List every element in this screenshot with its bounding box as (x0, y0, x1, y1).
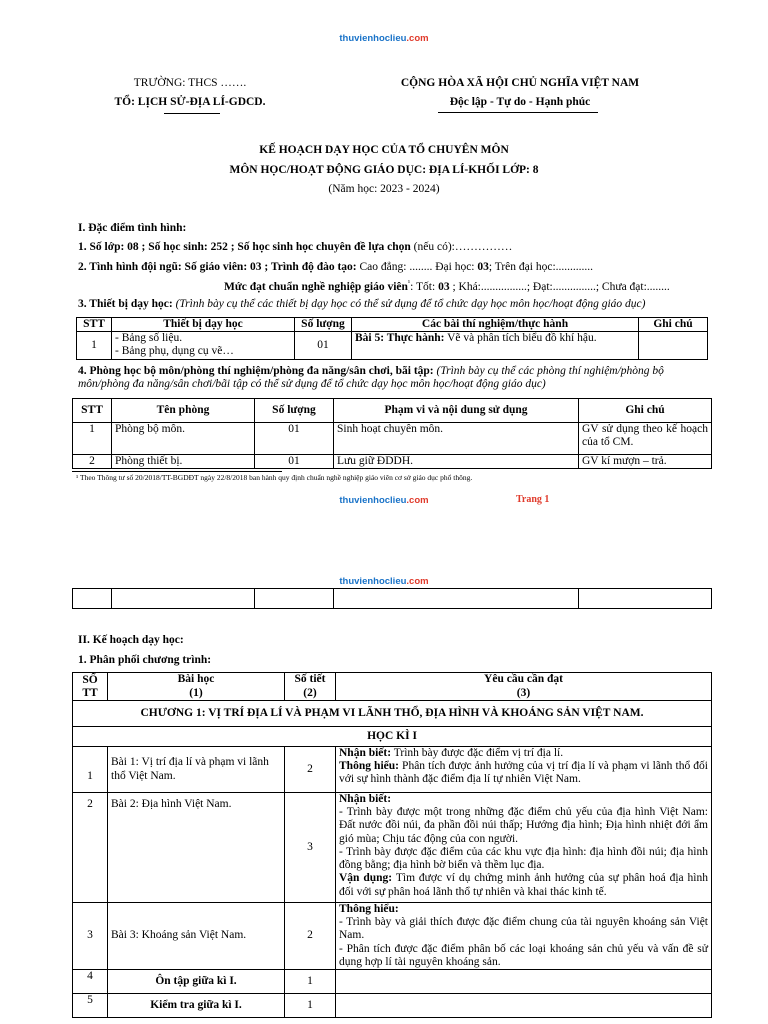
chapter-title: CHƯƠNG 1: VỊ TRÍ ĐỊA LÍ VÀ PHẠM VI LÃNH THỔ, ĐỊA HÌNH VÀ KHOÁNG SẢN VIỆT NAM. (73, 701, 712, 727)
section-2-1-heading: 1. Phân phối chương trình: (78, 654, 212, 666)
cell-room: Phòng bộ môn. (112, 423, 255, 455)
staff-stats: 2. Tình hình đội ngũ: Số giáo viên: 03 ; Trình độ đào tạo: (78, 261, 357, 273)
cell-stt: 2 (73, 793, 108, 903)
cell-lesson: Kiểm tra giữa kì I. (108, 994, 285, 1018)
school-name: TRƯỜNG: THCS ……. (133, 77, 247, 89)
table-row (73, 747, 712, 793)
requirement-text: - Trình bày được một trong những đặc điểm chủ yếu của địa hình Việt Nam: Đất nước đồi núi, đa phần đồi núi thấp; Hướng địa hình; Địa hình nhiệt đới ẩm gió mùa; Chịu tác động của con người. (339, 806, 708, 845)
page-number: Trang 1 (516, 494, 550, 505)
col-labs: Các bài thí nghiệm/thực hành (352, 318, 639, 332)
cell-qty: 01 (255, 455, 334, 469)
equipment-label: 3. Thiết bị dạy học: (78, 298, 173, 310)
col-room: Tên phòng (112, 399, 255, 423)
table-row (73, 423, 712, 455)
requirement-text: - Phân tích được đặc điểm phân bố các loại khoáng sản chủ yếu và vấn đề sử dụng hợp lí tài nguyên khoáng sản. (339, 942, 708, 968)
col-stt: SỐ TT (73, 673, 108, 701)
term-row (73, 727, 712, 747)
requirement-text: Phân tích được ảnh hưởng của vị trí địa lí và phạm vi lãnh thổ đối với sự hình thành đặc điểm địa lí tự nhiên Việt Nam. (339, 760, 708, 786)
col-note: Ghi chú (639, 318, 708, 332)
cell-lesson: Ôn tập giữa kì I. (108, 970, 285, 994)
cell-requirements (336, 994, 712, 1018)
cell-lesson: Bài 3: Khoáng sản Việt Nam. (108, 903, 285, 970)
motto-underline (438, 112, 598, 113)
level-label: Nhận biết: (339, 747, 392, 759)
lab-title: Bài 5: Thực hành: (355, 332, 445, 345)
footnote: ¹ Theo Thông tư số 20/2018/TT-BGDĐT ngày 22/8/2018 ban hành quy định chuẩn nghề nghiệp giáo viên cơ sở giáo dục phổ thông. (76, 473, 473, 482)
site-domain: .com (406, 33, 429, 44)
cell-room: Phòng thiết bị. (112, 455, 255, 469)
cell-requirements (336, 793, 712, 903)
col-qty: Số lượng (295, 318, 352, 332)
cell-stt: 1 (73, 423, 112, 455)
site-name: thuvienhoclieu (339, 33, 407, 44)
standard-others: ; Khá:................; Đạt:...............; Chưa đạt:........ (449, 280, 670, 293)
table-row (73, 589, 712, 609)
col-stt: STT (73, 399, 112, 423)
class-stats: 1. Số lớp: 08 ; Số học sinh: 252 ; Số học sinh học chuyên đề lựa chọn (78, 241, 411, 253)
table-row (77, 332, 708, 360)
school-year: (Năm học: 2023 - 2024) (328, 183, 440, 195)
equipment-item: - Bảng phụ, dụng cụ vẽ… (115, 345, 234, 358)
level-label: Thông hiểu: (339, 760, 399, 773)
table-row (73, 455, 712, 469)
section-1-2 (78, 261, 593, 274)
cell-periods: 1 (285, 994, 336, 1018)
col-lesson-num: (1) (189, 686, 203, 699)
site-header-1 (0, 34, 768, 45)
table-header (73, 399, 712, 423)
cell-stt: 4 (73, 970, 108, 994)
country-name: CỘNG HÒA XÃ HỘI CHỦ NGHĨA VIỆT NAM (400, 77, 640, 89)
cell-scope: Lưu giữ ĐDDH. (334, 455, 579, 469)
table-row (73, 903, 712, 970)
table-row (73, 793, 712, 903)
equipment-table (76, 317, 708, 360)
site-domain: .com (406, 495, 429, 506)
site-footer-1 (0, 496, 768, 507)
equipment-desc: (Trình bày cụ thể các thiết bị dạy học có thể sử dụng để tổ chức dạy học môn học/hoạt động giáo dục) (172, 298, 646, 310)
col-periods-label: Số tiết (294, 673, 326, 686)
cell-requirements (336, 903, 712, 970)
empty-cell (334, 589, 579, 609)
section-1-2-standard (224, 279, 670, 294)
doc-subtitle: MÔN HỌC/HOẠT ĐỘNG GIÁO DỤC: ĐỊA LÍ-KHỐI LỚP: 8 (229, 164, 539, 176)
standard-good-label: : Tốt: (410, 280, 439, 293)
cell-requirements (336, 747, 712, 793)
col-periods (285, 673, 336, 701)
rooms-table (72, 398, 712, 469)
site-domain: .com (406, 576, 429, 587)
col-equipment: Thiết bị dạy học (112, 318, 295, 332)
cell-lesson: Bài 1: Vị trí địa lí và phạm vi lãnh thổ Việt Nam. (108, 747, 285, 793)
col-requirements-label: Yêu cầu cần đạt (484, 673, 563, 686)
department-name: TỔ: LỊCH SỬ-ĐỊA LÍ-GDCD. (114, 96, 266, 108)
staff-postgrad: ; Trên đại học:............. (488, 261, 594, 273)
standard-label: Mức đạt chuẩn nghề nghiệp giáo viên (224, 280, 408, 293)
cell-lesson: Bài 2: Địa hình Việt Nam. (108, 793, 285, 903)
footnote-separator (72, 471, 282, 472)
cell-qty: 01 (255, 423, 334, 455)
continued-table-row (72, 588, 712, 609)
program-table (72, 672, 712, 1018)
cell-stt: 2 (73, 455, 112, 469)
section-1-1 (78, 241, 512, 254)
footnote-ref: ¹ (407, 278, 411, 287)
section-1-4 (78, 365, 718, 391)
empty-cell (255, 589, 334, 609)
col-lesson-label: Bài học (177, 673, 215, 686)
section-1-heading: I. Đặc điểm tình hình: (78, 222, 187, 234)
col-requirements-num: (3) (516, 686, 531, 699)
cell-note: GV sử dụng theo kế hoạch của tổ CM. (579, 423, 712, 455)
level-label: Thông hiểu: (339, 903, 399, 915)
cell-periods: 1 (285, 970, 336, 994)
lab-desc: Vẽ và phân tích biểu đồ khí hậu. (444, 332, 597, 345)
cell-qty: 01 (295, 332, 352, 360)
col-note: Ghi chú (579, 399, 712, 423)
col-qty: Số lượng (255, 399, 334, 423)
cell-stt: 3 (73, 903, 108, 970)
section-1-3 (78, 298, 645, 311)
motto: Độc lập - Tự do - Hạnh phúc (449, 96, 591, 108)
cell-periods: 2 (285, 747, 336, 793)
empty-cell (579, 589, 712, 609)
site-name: thuvienhoclieu (339, 495, 407, 506)
empty-cell (73, 589, 112, 609)
table-row (73, 994, 712, 1018)
empty-cell (112, 589, 255, 609)
level-label: Nhận biết: (339, 793, 392, 805)
cell-periods: 2 (285, 903, 336, 970)
col-stt: STT (77, 318, 112, 332)
col-requirements (336, 673, 712, 701)
staff-university: 03 (477, 261, 489, 273)
term-title: HỌC KÌ I (73, 727, 712, 747)
table-header (73, 673, 712, 701)
requirement-text: - Trình bày và giải thích được đặc điểm chung của tài nguyên khoáng sản Việt Nam. (339, 916, 708, 942)
cell-note: GV kí mượn – trả. (579, 455, 712, 469)
level-label: Vận dụng: (339, 872, 393, 885)
cell-note (639, 332, 708, 360)
site-name: thuvienhoclieu (339, 576, 407, 587)
cell-requirements (336, 970, 712, 994)
cell-equipment (112, 332, 295, 360)
standard-good: 03 (438, 280, 450, 293)
requirement-text: - Trình bày được đặc điểm của các khu vực địa hình: địa hình đồi núi; địa hình đồng bằng; địa hình bờ biển và thềm lục địa. (339, 845, 708, 872)
chapter-row (73, 701, 712, 727)
rooms-desc: (Trình bày cụ thể các phòng thí nghiệm/phòng bộ môn/phòng đa năng/sân chơi/bãi tập có thể sử dụng để tổ chức dạy học môn học/hoạt động giáo dục) (78, 365, 664, 391)
dept-underline (164, 113, 220, 114)
equipment-item: - Bảng số liệu. (115, 332, 183, 345)
section-2-heading: II. Kế hoạch dạy học: (78, 634, 184, 646)
col-periods-num: (2) (303, 686, 317, 699)
cell-scope: Sinh hoạt chuyên môn. (334, 423, 579, 455)
cell-stt: 1 (77, 332, 112, 360)
doc-title: KẾ HOẠCH DẠY HỌC CỦA TỔ CHUYÊN MÔN (259, 144, 509, 156)
col-scope: Phạm vi và nội dung sử dụng (334, 399, 579, 423)
cell-stt: 1 (73, 747, 108, 793)
staff-levels: Cao đẳng: ........ Đại học: (356, 261, 478, 273)
cell-periods: 3 (285, 793, 336, 903)
table-row (73, 970, 712, 994)
site-header-2 (0, 577, 768, 588)
requirement-text: Trình bày được đặc điểm vị trí địa lí. (391, 747, 564, 759)
requirement-text: Tìm được ví dụ chứng minh ảnh hưởng của sự phân hoá địa hình đối với sự phân hoá lãnh thổ tự nhiên và khai thác kinh tế. (339, 872, 709, 898)
class-stats-optional: (nếu có):…………… (410, 241, 513, 253)
col-lesson (108, 673, 285, 701)
rooms-label: 4. Phòng học bộ môn/phòng thí nghiệm/phòng đa năng/sân chơi, bãi tập: (78, 365, 434, 377)
cell-stt: 5 (73, 994, 108, 1018)
cell-labs (352, 332, 639, 360)
table-header (77, 318, 708, 332)
